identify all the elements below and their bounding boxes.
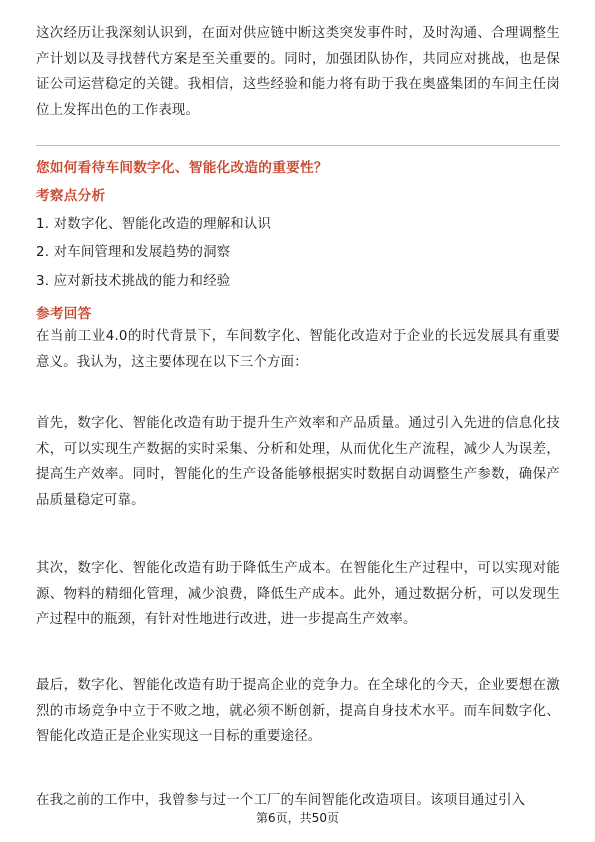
analysis-point: 1. 对数字化、智能化改造的理解和认识 xyxy=(36,217,272,232)
analysis-point: 3. 应对新技术挑战的能力和经验 xyxy=(36,274,231,289)
analysis-point: 2. 对车间管理和发展趋势的洞察 xyxy=(36,245,231,260)
intro-paragraph: 这次经历让我深刻认识到，在面对供应链中断这类突发事件时，及时沟通、合理调整生产计划以及寻找替代方案是至关重要的。同时，加强团队协作，共同应对挑战，也是保证公司运营稳定的关键。我相信，这些经验和能力将有助于我在奥盛集团的车间主任岗位上发挥出色的工作表现。 xyxy=(36,26,560,118)
answer-paragraph: 首先，数字化、智能化改造有助于提升生产效率和产品质量。通过引入先进的信息化技术，可以实现生产数据的实时采集、分析和处理，从而优化生产流程，减少人为误差，提高生产效率。同时，智能化的生产设备能够根据实时数据自动调整生产参数，确保产品质量稳定可靠。 xyxy=(36,416,560,508)
analysis-label: 考察点分析 xyxy=(36,188,106,204)
answer-paragraph: 在当前工业4.0的时代背景下，车间数字化、智能化改造对于企业的长远发展具有重要意义。我认为，这主要体现在以下三个方面： xyxy=(36,329,560,370)
answer-paragraph: 其次，数字化、智能化改造有助于降低生产成本。在智能化生产过程中，可以实现对能源、物料的精细化管理，减少浪费，降低生产成本。此外，通过数据分析，可以发现生产过程中的瓶颈，有针对性地进行改进，进一步提高生产效率。 xyxy=(36,561,560,627)
answer-paragraph: 最后，数字化、智能化改造有助于提高企业的竞争力。在全球化的今天，企业要想在激烈的市场竞争中立于不败之地，就必须不断创新，提高自身技术水平。而车间数字化、智能化改造正是企业实现这一目标的重要途径。 xyxy=(36,678,560,744)
answer-paragraph: 在我之前的工作中，我曾参与过一个工厂的车间智能化改造项目。该项目通过引入 xyxy=(36,793,526,808)
section-divider xyxy=(36,145,560,146)
question-heading: 您如何看待车间数字化、智能化改造的重要性？ xyxy=(36,160,328,176)
answer-label: 参考回答 xyxy=(36,306,92,322)
page-number-footer: 第6页，共50页 xyxy=(256,811,339,825)
